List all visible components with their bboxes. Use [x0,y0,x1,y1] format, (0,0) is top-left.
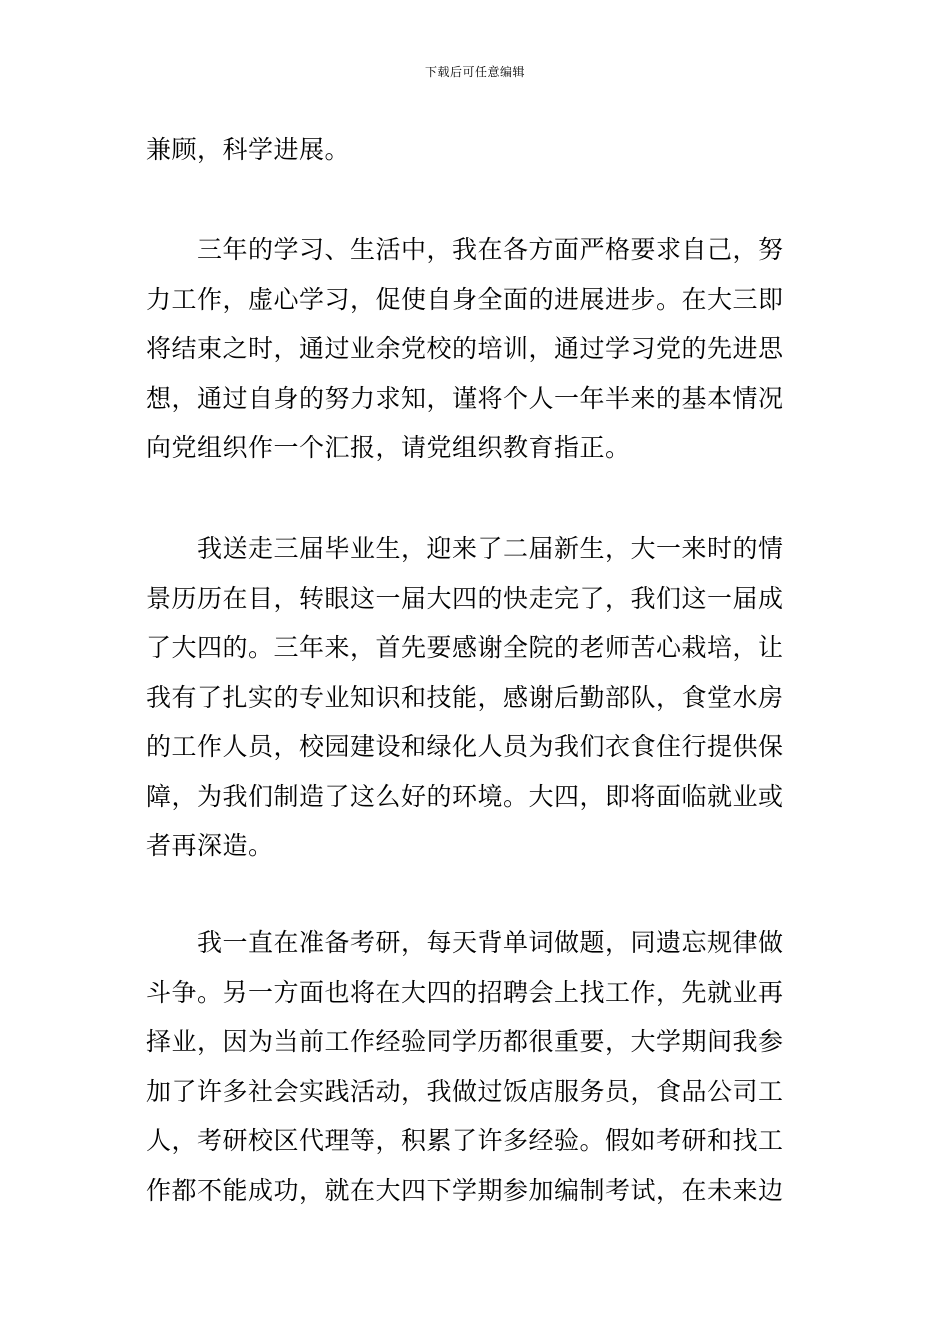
text-line: 我送走三届毕业生，迎来了二届新生，大一来时的情 [146,534,784,563]
paragraph-2 [146,225,806,473]
text-line: 我有了扎实的专业知识和技能，感谢后勤部队，食堂水房 [146,682,784,712]
text-line: 向党组织作一个汇报，请党组织教育指正。 [146,433,631,462]
text-line: 力工作，虚心学习，促使自身全面的进展进步。在大三即 [146,284,784,314]
text-line: 作都不能成功，就在大四下学期参加编制考试，在未来边 [146,1175,784,1205]
text-line: 斗争。另一方面也将在大四的招聘会上找工作，先就业再 [146,977,784,1007]
text-line: 者再深造。 [146,831,274,860]
text-line: 人，考研校区代理等，积累了许多经验。假如考研和找工 [146,1126,784,1155]
text-line: 择业，因为当前工作经验同学历都很重要，大学期间我参 [146,1027,784,1056]
text-line: 了大四的。三年来，首先要感谢全院的老师苦心栽培，让 [146,633,784,662]
paragraph-3 [146,524,806,871]
text-line: 兼顾，科学进展。 [146,135,351,164]
text-line: 的工作人员，校园建设和绿化人员为我们衣食住行提供保 [146,732,784,761]
text-line: 我一直在准备考研，每天背单词做题，同遗忘规律做 [146,928,784,957]
paragraph-4 [146,918,806,1215]
text-line: 障，为我们制造了这么好的环境。大四，即将面临就业或 [146,781,784,811]
text-line: 加了许多社会实践活动，我做过饭店服务员，食品公司工 [146,1076,784,1106]
text-line: 想，通过自身的努力求知，谨将个人一年半来的基本情况 [146,383,784,413]
paragraph-1 [146,125,806,175]
text-line: 景历历在目，转眼这一届大四的快走完了，我们这一届成 [146,583,784,613]
page-header: 下载后可任意编辑 [424,65,525,79]
text-line: 将结束之时，通过业余党校的培训，通过学习党的先进思 [146,334,784,363]
text-line: 三年的学习、生活中，我在各方面严格要求自己，努 [146,235,784,264]
